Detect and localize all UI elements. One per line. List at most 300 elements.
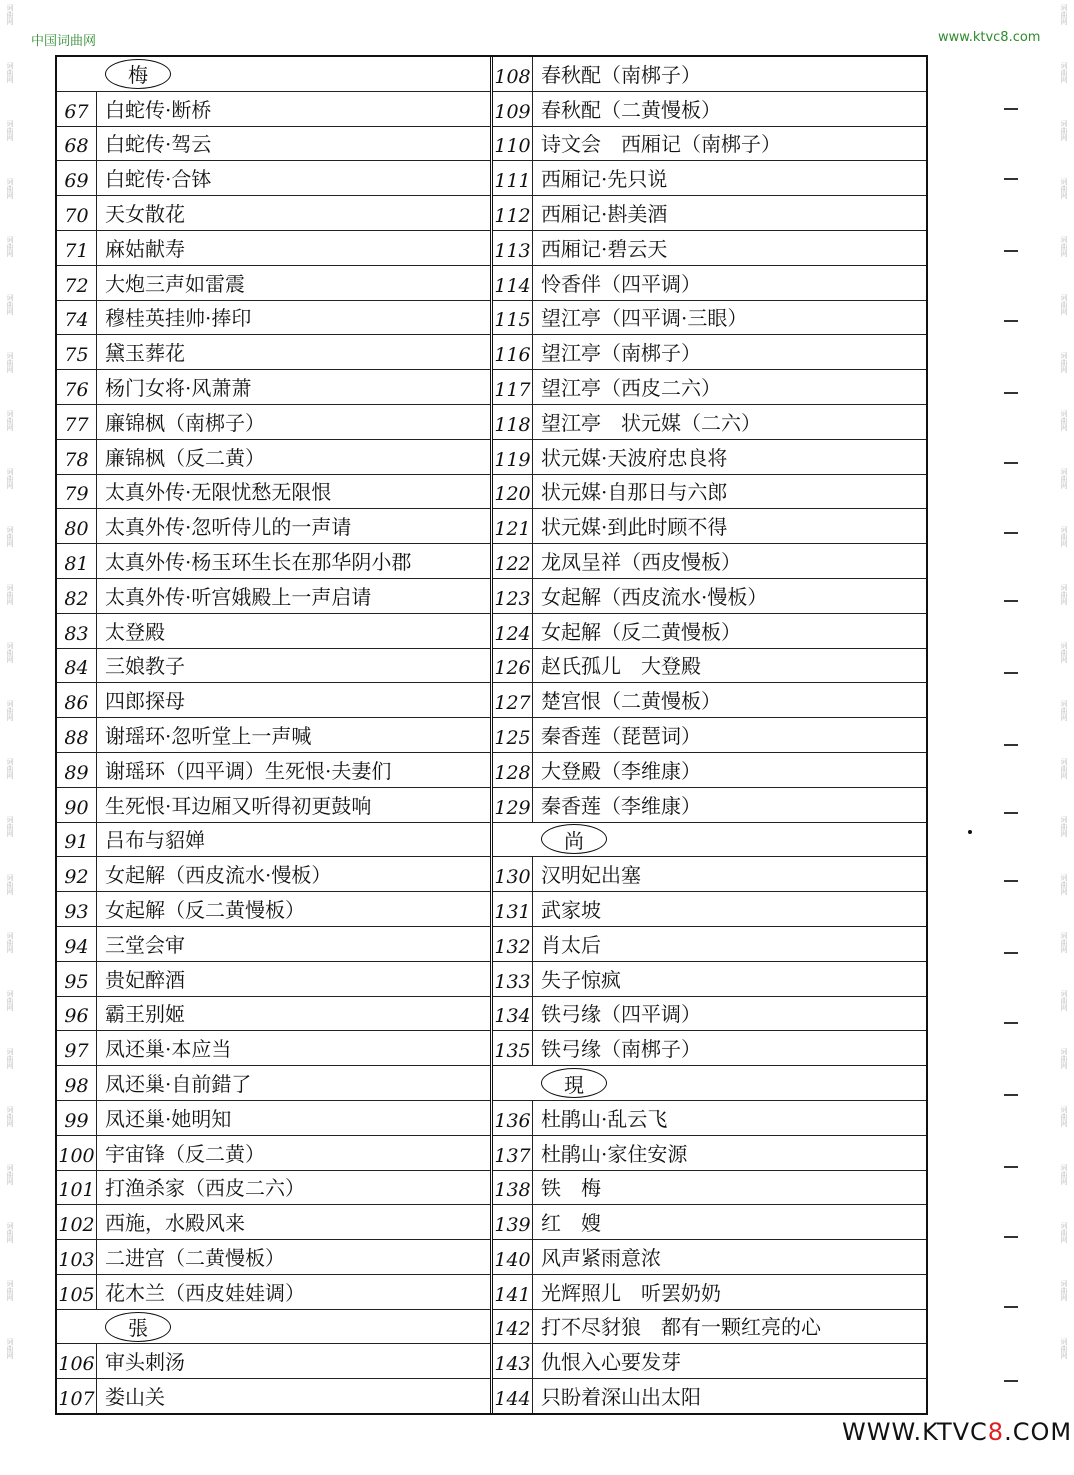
row-title: 铁 梅 xyxy=(541,1176,601,1201)
watermark-text: 词曲网 xyxy=(6,1106,14,1127)
table-row xyxy=(493,57,926,92)
table-row xyxy=(57,544,490,579)
table-row xyxy=(493,1205,926,1240)
table-row xyxy=(493,1101,926,1136)
table-row xyxy=(57,509,490,544)
table-row xyxy=(57,370,490,405)
row-number: 111 xyxy=(493,161,533,195)
row-number: 100 xyxy=(57,1136,97,1170)
row-title: 宇宙锋（反二黄） xyxy=(105,1141,265,1166)
site-url-bottom-right xyxy=(842,1418,1072,1446)
row-number: 94 xyxy=(57,927,97,961)
row-title: 仇恨入心要发芽 xyxy=(541,1350,681,1375)
row-number: 75 xyxy=(57,335,97,369)
row-title: 铁弓缘（四平调） xyxy=(541,1002,701,1027)
section-header-row xyxy=(493,1066,926,1101)
row-number: 118 xyxy=(493,405,533,439)
table-row xyxy=(493,301,926,336)
row-title: 光辉照儿 听罢奶奶 xyxy=(541,1280,721,1305)
row-number: 102 xyxy=(57,1205,97,1239)
watermark-text: 词曲网 xyxy=(1060,1280,1068,1301)
row-title: 女起解（反二黄慢板） xyxy=(105,897,305,922)
row-title: 望江亭（南梆子） xyxy=(541,341,701,366)
watermark-text: 词曲网 xyxy=(6,294,14,315)
row-title: 肖太后 xyxy=(541,932,601,957)
row-number: 136 xyxy=(493,1101,533,1135)
table-row xyxy=(493,1310,926,1345)
table-row xyxy=(57,997,490,1032)
pencil-tick-mark xyxy=(1004,1236,1018,1238)
section-header-label: 現 xyxy=(541,1068,607,1098)
table-row xyxy=(57,335,490,370)
row-title: 西厢记·先只说 xyxy=(541,167,668,192)
pencil-tick-mark xyxy=(1004,952,1018,954)
table-row xyxy=(493,509,926,544)
table-row xyxy=(493,266,926,301)
watermark-text: 词曲网 xyxy=(6,1164,14,1185)
row-title: 廉锦枫（反二黄） xyxy=(105,445,265,470)
row-title: 生死恨·耳边厢又听得初更鼓响 xyxy=(105,793,372,818)
row-number: 137 xyxy=(493,1136,533,1170)
row-number: 109 xyxy=(493,92,533,126)
pencil-tick-mark xyxy=(1004,462,1018,464)
pencil-tick-mark xyxy=(1004,250,1018,252)
row-title: 麻姑献寿 xyxy=(105,236,185,261)
table-row xyxy=(57,161,490,196)
row-number: 81 xyxy=(57,544,97,578)
row-title: 状元媒·到此时顾不得 xyxy=(541,515,728,540)
row-title: 廉锦枫（南梆子） xyxy=(105,410,265,435)
watermark-text: 词曲网 xyxy=(6,1048,14,1069)
watermark-text: 词曲网 xyxy=(6,1222,14,1243)
section-header-label: 尚 xyxy=(541,824,607,854)
row-number: 127 xyxy=(493,683,533,717)
row-title: 汉明妃出塞 xyxy=(541,863,641,888)
table-row xyxy=(57,788,490,823)
table-row xyxy=(493,997,926,1032)
row-number: 133 xyxy=(493,962,533,996)
table-row xyxy=(57,1066,490,1101)
table-row xyxy=(493,892,926,927)
row-number: 117 xyxy=(493,370,533,404)
table-row xyxy=(493,475,926,510)
watermark-text: 词曲网 xyxy=(6,816,14,837)
row-title: 太真外传·忽听侍儿的一声请 xyxy=(105,515,352,540)
row-title: 打渔杀家（西皮二六） xyxy=(105,1176,305,1201)
row-number: 84 xyxy=(57,649,97,683)
row-number: 80 xyxy=(57,509,97,543)
row-number: 144 xyxy=(493,1379,533,1413)
row-number: 113 xyxy=(493,231,533,265)
watermark-text: 词曲网 xyxy=(1060,352,1068,373)
table-row xyxy=(57,614,490,649)
table-row xyxy=(493,1379,926,1413)
table-row xyxy=(57,1101,490,1136)
row-number: 132 xyxy=(493,927,533,961)
row-title: 打不尽豺狼 都有一颗红亮的心 xyxy=(541,1315,821,1340)
watermark-text: 词曲网 xyxy=(6,236,14,257)
row-title: 四郎探母 xyxy=(105,689,185,714)
row-number: 122 xyxy=(493,544,533,578)
row-title: 女起解（反二黄慢板） xyxy=(541,619,741,644)
pencil-tick-mark xyxy=(1004,320,1018,322)
table-row xyxy=(493,788,926,823)
row-number: 70 xyxy=(57,196,97,230)
row-title: 审头刺汤 xyxy=(105,1350,185,1375)
table-row xyxy=(493,753,926,788)
table-row xyxy=(57,1379,490,1413)
row-number: 112 xyxy=(493,196,533,230)
row-title: 吕布与貂婵 xyxy=(105,828,205,853)
table-row xyxy=(493,718,926,753)
row-number: 107 xyxy=(57,1379,97,1413)
row-number: 69 xyxy=(57,161,97,195)
watermark-text: 词曲网 xyxy=(1060,990,1068,1011)
row-number: 121 xyxy=(493,509,533,543)
row-title: 凤还巢·本应当 xyxy=(105,1037,232,1062)
row-title: 谢瑶环（四平调）生死恨·夫妻们 xyxy=(105,758,392,783)
ink-dot xyxy=(968,830,972,834)
watermark-text: 词曲网 xyxy=(1060,1222,1068,1243)
url-part: .COM xyxy=(1004,1418,1073,1446)
table-row xyxy=(57,753,490,788)
table-row xyxy=(57,823,490,858)
row-title: 女起解（西皮流水·慢板） xyxy=(541,584,768,609)
table-row xyxy=(57,301,490,336)
row-title: 状元媒·天波府忠良将 xyxy=(541,445,728,470)
watermark-text: 词曲网 xyxy=(6,120,14,141)
row-title: 白蛇传·断桥 xyxy=(105,97,212,122)
row-title: 太登殿 xyxy=(105,619,165,644)
row-title: 状元媒·自那日与六郎 xyxy=(541,480,728,505)
watermark-text: 词曲网 xyxy=(1060,410,1068,431)
watermark-text: 词曲网 xyxy=(1060,700,1068,721)
watermark-text: 词曲网 xyxy=(6,642,14,663)
watermark-text: 词曲网 xyxy=(6,1280,14,1301)
pencil-tick-mark xyxy=(1004,880,1018,882)
watermark-text: 词曲网 xyxy=(1060,1164,1068,1185)
table-row xyxy=(57,1344,490,1379)
section-header-label: 張 xyxy=(105,1312,171,1342)
watermark-text: 词曲网 xyxy=(1060,1048,1068,1069)
row-number: 91 xyxy=(57,823,97,857)
row-number: 67 xyxy=(57,92,97,126)
row-title: 秦香莲（琵琶词） xyxy=(541,723,701,748)
table-row xyxy=(493,1240,926,1275)
table-row xyxy=(493,1136,926,1171)
row-number: 92 xyxy=(57,857,97,891)
row-title: 凤还巢·她明知 xyxy=(105,1106,232,1131)
row-number: 123 xyxy=(493,579,533,613)
row-number: 83 xyxy=(57,614,97,648)
row-number: 116 xyxy=(493,335,533,369)
row-title: 穆桂英挂帅·捧印 xyxy=(105,306,252,331)
row-title: 望江亭（西皮二六） xyxy=(541,375,721,400)
row-number: 68 xyxy=(57,127,97,161)
table-row xyxy=(57,718,490,753)
watermark-text: 词曲网 xyxy=(1060,120,1068,141)
row-title: 贵妃醉酒 xyxy=(105,967,185,992)
row-title: 西施，水殿风来 xyxy=(105,1211,245,1236)
row-title: 凤还巢·自前錯了 xyxy=(105,1071,252,1096)
table-row xyxy=(493,857,926,892)
table-row xyxy=(57,1240,490,1275)
row-title: 杨门女将·风萧萧 xyxy=(105,375,252,400)
row-number: 88 xyxy=(57,718,97,752)
table-row xyxy=(493,1031,926,1066)
table-row xyxy=(57,962,490,997)
row-title: 娄山关 xyxy=(105,1385,165,1410)
row-title: 风声紧雨意浓 xyxy=(541,1245,661,1270)
watermark-text: 词曲网 xyxy=(6,62,14,83)
table-row xyxy=(493,544,926,579)
row-title: 二进宫（二黄慢板） xyxy=(105,1245,285,1270)
row-number: 114 xyxy=(493,266,533,300)
watermark-text: 词曲网 xyxy=(6,700,14,721)
table-row xyxy=(493,335,926,370)
row-title: 霸王别姬 xyxy=(105,1002,185,1027)
table-row xyxy=(493,1275,926,1310)
pencil-tick-mark xyxy=(1004,108,1018,110)
row-title: 失子惊疯 xyxy=(541,967,621,992)
row-number: 143 xyxy=(493,1344,533,1378)
row-number: 129 xyxy=(493,788,533,822)
row-number: 89 xyxy=(57,753,97,787)
watermark-text: 词曲网 xyxy=(6,874,14,895)
row-title: 武家坡 xyxy=(541,897,601,922)
row-number: 135 xyxy=(493,1031,533,1065)
table-row xyxy=(493,440,926,475)
row-title: 杜鹃山·乱云飞 xyxy=(541,1106,668,1131)
table-row xyxy=(493,161,926,196)
watermark-text: 词曲网 xyxy=(1060,468,1068,489)
repertoire-table xyxy=(55,55,928,1415)
table-row xyxy=(493,231,926,266)
watermark-text: 词曲网 xyxy=(6,932,14,953)
watermark-text: 词曲网 xyxy=(1060,1106,1068,1127)
row-number: 108 xyxy=(493,57,533,91)
table-row xyxy=(57,266,490,301)
row-number: 99 xyxy=(57,1101,97,1135)
table-row xyxy=(493,1171,926,1206)
watermark-text: 词曲网 xyxy=(1060,236,1068,257)
row-number: 72 xyxy=(57,266,97,300)
row-title: 太真外传·无限忧愁无限恨 xyxy=(105,480,332,505)
row-title: 白蛇传·合钵 xyxy=(105,167,212,192)
row-number: 101 xyxy=(57,1171,97,1205)
table-row xyxy=(57,857,490,892)
row-title: 赵氏孤儿 大登殿 xyxy=(541,654,701,679)
row-title: 太真外传·听宫娥殿上一声启请 xyxy=(105,584,372,609)
row-number: 140 xyxy=(493,1240,533,1274)
row-title: 大登殿（李维康） xyxy=(541,758,701,783)
watermark-text: 词曲网 xyxy=(6,1338,14,1359)
row-number: 103 xyxy=(57,1240,97,1274)
row-number: 74 xyxy=(57,301,97,335)
row-number: 134 xyxy=(493,997,533,1031)
table-row xyxy=(57,1031,490,1066)
pencil-tick-mark xyxy=(1004,1380,1018,1382)
row-title: 天女散花 xyxy=(105,201,185,226)
watermark-text: 词曲网 xyxy=(1060,932,1068,953)
table-row xyxy=(57,579,490,614)
table-row xyxy=(57,440,490,475)
row-number: 97 xyxy=(57,1031,97,1065)
table-row xyxy=(57,1171,490,1206)
table-row xyxy=(57,892,490,927)
row-number: 105 xyxy=(57,1275,97,1309)
watermark-text: 词曲网 xyxy=(1060,294,1068,315)
watermark-text: 词曲网 xyxy=(6,352,14,373)
table-row xyxy=(493,649,926,684)
row-number: 79 xyxy=(57,475,97,509)
table-row xyxy=(493,614,926,649)
table-row xyxy=(57,475,490,510)
watermark-text: 词曲网 xyxy=(6,410,14,431)
table-row xyxy=(493,92,926,127)
row-title: 女起解（西皮流水·慢板） xyxy=(105,863,332,888)
row-number: 120 xyxy=(493,475,533,509)
table-row xyxy=(57,1275,490,1310)
row-number: 90 xyxy=(57,788,97,822)
row-number: 77 xyxy=(57,405,97,439)
row-number: 125 xyxy=(493,718,533,752)
watermark-text: 词曲网 xyxy=(6,990,14,1011)
row-number: 110 xyxy=(493,127,533,161)
row-title: 诗文会 西厢记（南梆子） xyxy=(541,132,781,157)
table-row xyxy=(493,405,926,440)
row-number: 115 xyxy=(493,301,533,335)
watermark-text: 词曲网 xyxy=(1060,642,1068,663)
table-row xyxy=(57,683,490,718)
section-header-row xyxy=(57,1310,490,1345)
pencil-tick-mark xyxy=(1004,1022,1018,1024)
row-title: 黛玉葬花 xyxy=(105,341,185,366)
section-header-row xyxy=(57,57,490,92)
table-row xyxy=(57,196,490,231)
watermark-text: 词曲网 xyxy=(1060,62,1068,83)
row-number: 124 xyxy=(493,614,533,648)
table-row xyxy=(57,927,490,962)
row-title: 谢瑶环·忽听堂上一声喊 xyxy=(105,723,312,748)
watermark-text: 词曲网 xyxy=(6,526,14,547)
row-title: 龙凤呈祥（西皮慢板） xyxy=(541,549,741,574)
row-number: 131 xyxy=(493,892,533,926)
pencil-tick-mark xyxy=(1004,532,1018,534)
table-row xyxy=(57,649,490,684)
row-number: 96 xyxy=(57,997,97,1031)
row-title: 西厢记·碧云天 xyxy=(541,236,668,261)
row-title: 望江亭 状元媒（二六） xyxy=(541,410,761,435)
table-row xyxy=(57,405,490,440)
table-row xyxy=(493,683,926,718)
row-number: 93 xyxy=(57,892,97,926)
watermark-text: 词曲网 xyxy=(1060,1338,1068,1359)
row-title: 三娘教子 xyxy=(105,654,185,679)
row-number: 86 xyxy=(57,683,97,717)
right-margin-watermark xyxy=(1054,0,1074,1475)
row-number: 141 xyxy=(493,1275,533,1309)
row-number: 128 xyxy=(493,753,533,787)
watermark-text: 词曲网 xyxy=(6,468,14,489)
watermark-text: 词曲网 xyxy=(6,758,14,779)
watermark-text: 词曲网 xyxy=(1060,4,1068,25)
url-part: WWW.KTVC xyxy=(842,1418,988,1446)
table-row xyxy=(57,92,490,127)
table-row xyxy=(493,370,926,405)
right-column xyxy=(493,57,926,1413)
table-row xyxy=(493,962,926,997)
row-number: 106 xyxy=(57,1344,97,1378)
pencil-tick-mark xyxy=(1004,1166,1018,1168)
row-number: 130 xyxy=(493,857,533,891)
row-number: 139 xyxy=(493,1205,533,1239)
left-column xyxy=(57,57,493,1413)
row-number: 119 xyxy=(493,440,533,474)
row-number: 138 xyxy=(493,1171,533,1205)
pencil-tick-mark xyxy=(1004,672,1018,674)
watermark-text: 词曲网 xyxy=(6,178,14,199)
watermark-text: 词曲网 xyxy=(1060,526,1068,547)
table-row xyxy=(57,231,490,266)
row-title: 太真外传·杨玉环生长在那华阴小郡 xyxy=(105,549,412,574)
row-title: 铁弓缘（南梆子） xyxy=(541,1037,701,1062)
pencil-tick-mark xyxy=(1004,744,1018,746)
table-row xyxy=(57,1205,490,1240)
left-margin-watermark xyxy=(0,0,20,1475)
watermark-text: 词曲网 xyxy=(6,4,14,25)
row-number: 98 xyxy=(57,1066,97,1100)
row-number: 95 xyxy=(57,962,97,996)
row-title: 楚宫恨（二黄慢板） xyxy=(541,689,721,714)
row-title: 三堂会审 xyxy=(105,932,185,957)
table-row xyxy=(493,579,926,614)
pencil-tick-mark xyxy=(1004,812,1018,814)
row-title: 春秋配（二黄慢板） xyxy=(541,97,721,122)
pencil-tick-mark xyxy=(1004,178,1018,180)
table-row xyxy=(493,1344,926,1379)
pencil-tick-mark xyxy=(1004,1306,1018,1308)
table-row xyxy=(493,196,926,231)
table-row xyxy=(57,1136,490,1171)
watermark-text: 词曲网 xyxy=(1060,816,1068,837)
table-row xyxy=(493,927,926,962)
row-number: 78 xyxy=(57,440,97,474)
row-title: 白蛇传·驾云 xyxy=(105,132,212,157)
row-title: 怜香伴（四平调） xyxy=(541,271,701,296)
row-title: 杜鹃山·家住安源 xyxy=(541,1141,688,1166)
row-title: 红 嫂 xyxy=(541,1211,601,1236)
row-title: 望江亭（四平调·三眼） xyxy=(541,306,748,331)
row-title: 花木兰（西皮娃娃调） xyxy=(105,1280,305,1305)
table-row xyxy=(493,127,926,162)
watermark-text: 词曲网 xyxy=(1060,178,1068,199)
site-name-top-left: 中国词曲网 xyxy=(31,34,97,49)
row-title: 西厢记·斟美酒 xyxy=(541,201,668,226)
row-number: 71 xyxy=(57,231,97,265)
pencil-tick-mark xyxy=(1004,1094,1018,1096)
row-number: 76 xyxy=(57,370,97,404)
pencil-tick-mark xyxy=(1004,600,1018,602)
section-header-row xyxy=(493,823,926,858)
row-number: 126 xyxy=(493,649,533,683)
watermark-text: 词曲网 xyxy=(1060,758,1068,779)
site-url-top-right: www.ktvc8.com xyxy=(938,30,1041,45)
section-header-label: 梅 xyxy=(105,59,171,89)
row-title: 春秋配（南梆子） xyxy=(541,62,701,87)
row-title: 大炮三声如雷震 xyxy=(105,271,245,296)
row-number: 82 xyxy=(57,579,97,613)
